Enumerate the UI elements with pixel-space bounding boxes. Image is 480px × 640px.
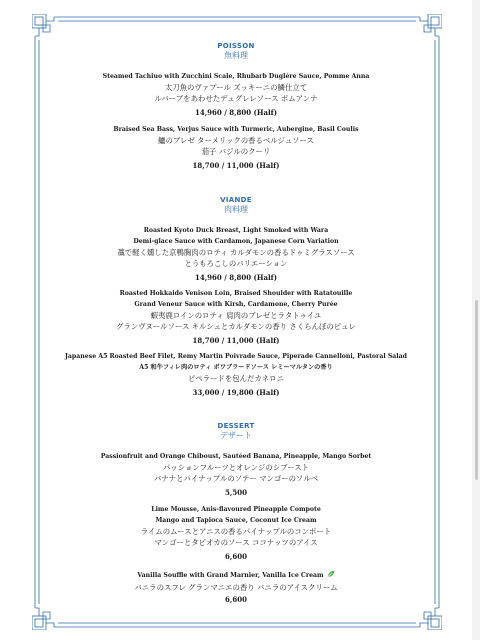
- section-viande: [0, 195, 472, 215]
- dish-name: Japanese A5 Roasted Beef Filet, Remy Martin Poivrade Sauce, Piperade Cannelloni, Pastoral Salad: [65, 353, 407, 360]
- dish-price: 14,960 / 8,800 (Half): [194, 108, 278, 117]
- menu-item: [0, 451, 472, 498]
- dish-price: 5,500: [225, 488, 247, 497]
- menu-item: [0, 288, 472, 346]
- dish-price: 14,960 / 8,800 (Half): [194, 273, 278, 282]
- dish-price: 18,700 / 11,000 (Half): [192, 336, 280, 345]
- dish-price: 6,600: [225, 595, 247, 604]
- dish-name-jp: グランヴヌールソース キルシュとカルダモンの香り さくらんぼのピュレ: [116, 322, 356, 331]
- dish-name-mixed: A5 和牛フィレ肉のロティ ポワブラードソース レミーマルタンの香り: [139, 364, 333, 371]
- dish-name-jp: 鱸のブレゼ ターメリックの香るベルジュソース: [158, 136, 314, 145]
- menu-item: [0, 71, 472, 118]
- dish-name-jp: パッションフルーツとオレンジのシブースト: [162, 463, 310, 472]
- dish-name-row: [0, 570, 472, 582]
- section-title-jp: 魚料理: [224, 51, 248, 60]
- vegetarian-leaf-icon: [327, 570, 335, 582]
- dish-name: Roasted Kyoto Duck Breast, Light Smoked with Wara: [143, 227, 329, 234]
- menu-item: [0, 124, 472, 171]
- dish-name: Mango and Tapioca Sauce, Coconut Ice Cream: [155, 517, 317, 524]
- menu-item: [0, 570, 472, 605]
- menu-item: [0, 504, 472, 562]
- dish-name: Lime Mousse, Anis-flavoured Pineapple Compote: [151, 506, 321, 513]
- dish-name: Steamed Tachiuo with Zucchini Scale, Rhubarb Duglére Sauce, Pomme Anna: [102, 73, 370, 80]
- dish-name: Passionfruit and Orange Chiboust, Sautéed Banana, Pineapple, Mango Sorbet: [100, 453, 372, 460]
- dish-name: Braised Sea Bass, Verjus Sauce with Turmeric, Aubergine, Basil Coulis: [113, 126, 359, 133]
- dish-name-jp: 茄子 バジルのクーリ: [201, 147, 271, 156]
- section-title: POISSON: [217, 42, 255, 50]
- section-title: VIANDE: [220, 196, 252, 204]
- dish-name-jp: ライムのムースとアニスの香るパイナップルのコンポート: [140, 527, 332, 536]
- dish-name-jp: バナナとパイナップルのソテー マンゴーのソルベ: [153, 474, 319, 483]
- dish-name-jp: 藁で軽く燻した京鴨胸肉のロティ カルダモンの香るドゥミグラスソース: [117, 248, 355, 257]
- dish-price: 6,600: [225, 552, 247, 561]
- menu-item: [0, 225, 472, 283]
- section-title-jp: デザート: [220, 431, 252, 440]
- section-title-jp: 肉料理: [224, 205, 248, 214]
- dish-name-jp: 太刀魚のヴァプール ズッキーニの鱗仕立て: [164, 83, 308, 92]
- section-poisson: [0, 41, 472, 61]
- section-title: DESSERT: [217, 422, 255, 430]
- menu-item: [0, 351, 472, 398]
- dish-name-jp: 蝦夷鹿ロインのロティ 肩肉のブレゼとラタトゥイユ: [150, 311, 322, 320]
- dish-name: Roasted Hokkaido Venison Loin, Braised Shoulder with Ratatouille: [119, 290, 353, 297]
- dish-name-jp: マンゴーとタピオカのソース ココナッツのアイス: [154, 538, 318, 547]
- dish-name-jp: バニラのスフレ グランマニエの香り バニラのアイスクリーム: [134, 583, 338, 592]
- dish-name: Grand Veneur Sauce with Kirsh, Cardamone, Cherry Purée: [134, 301, 338, 308]
- dish-name: Vanilla Souffle with Grand Marnier, Vanilla Ice Cream: [137, 572, 324, 579]
- dish-name-jp: とうもろこしのバリエーション: [184, 259, 288, 268]
- dish-name-jp: ルバーブをあわせたデュグレレソース ポムアンナ: [154, 94, 318, 103]
- dish-price: 18,700 / 11,000 (Half): [192, 161, 280, 170]
- scrollbar[interactable]: [472, 0, 480, 640]
- dish-price: 33,000 / 19,800 (Half): [192, 388, 280, 397]
- dish-name: Demi-glace Sauce with Cardamon, Japanese Corn Variation: [133, 238, 339, 245]
- scrollbar-thumb[interactable]: [475, 300, 478, 480]
- dish-name-jp: ピペラードを包んだカネロニ: [188, 374, 284, 383]
- section-dessert: [0, 421, 472, 441]
